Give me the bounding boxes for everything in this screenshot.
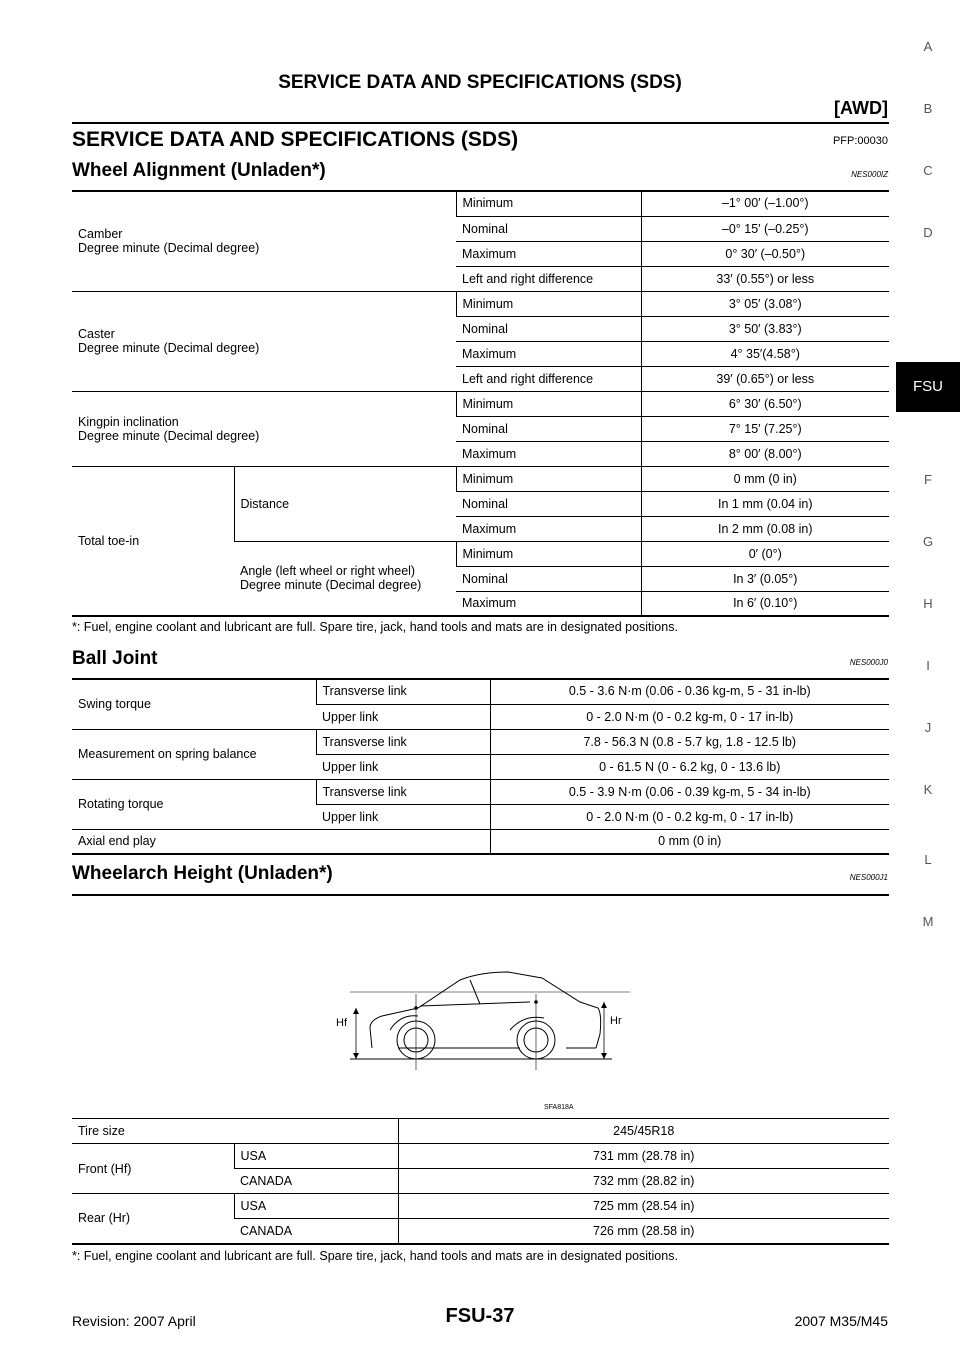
toe-angle-min-value: 0′ (0°) [641,541,889,566]
rear-canada-label: CANADA [234,1219,398,1244]
toe-label: Total toe-in [72,466,234,616]
toe-angle-nom-label: Nominal [456,566,641,591]
caster-label: Caster [78,327,115,341]
ball-joint-title: Ball Joint [72,648,158,669]
index-letter-k[interactable]: K [923,782,933,797]
footer-model: 2007 M35/M45 [794,1313,888,1329]
camber-diff-value: 33′ (0.55°) or less [641,266,889,291]
wheel-alignment-note: *: Fuel, engine coolant and lubricant are full. Spare tire, jack, hand tools and mats are in designated positions. [72,620,678,634]
table-row [72,191,889,216]
wheel-alignment-title: Wheel Alignment (Unladen*) [72,160,326,181]
page-header-title: SERVICE DATA AND SPECIFICATIONS (SDS) [278,72,682,93]
index-letter-i[interactable]: I [926,658,930,673]
index-letter-m[interactable]: M [922,914,934,929]
kingpin-max-value: 8° 00′ (8.00°) [641,441,889,466]
front-usa-value: 731 mm (28.78 in) [398,1144,889,1169]
swing-torque-label: Swing torque [72,679,316,729]
kingpin-min-value: 6° 30′ (6.50°) [641,391,889,416]
front-canada-label: CANADA [234,1169,398,1194]
table-row [72,291,889,316]
tire-size-label: Tire size [72,1119,398,1144]
caster-sublabel: Degree minute (Decimal degree) [78,341,260,355]
index-letter-h[interactable]: H [923,596,933,611]
table-row [72,1119,889,1144]
header-divider [72,122,889,124]
rotating-transverse-label: Transverse link [316,779,490,804]
swing-transverse-label: Transverse link [316,679,490,704]
toe-distance-max-value: In 2 mm (0.08 in) [641,516,889,541]
table-row [72,1144,889,1169]
toe-angle-label-cell [234,541,456,616]
toe-angle-nom-value: In 3′ (0.05°) [641,566,889,591]
toe-distance-min-value: 0 mm (0 in) [641,466,889,491]
toe-angle-label: Angle (left wheel or right wheel) [240,564,416,579]
spring-transverse-label: Transverse link [316,729,490,754]
index-letter-a[interactable]: A [923,39,933,54]
camber-nom-value: –0° 15′ (–0.25°) [641,216,889,241]
car-side-illustration [330,958,630,1078]
rear-label: Rear (Hr) [72,1194,234,1244]
wheel-alignment-code: NES000IZ [851,170,888,179]
rotating-transverse-value: 0.5 - 3.9 N·m (0.06 - 0.39 kg-m, 5 - 34 in-lb) [490,779,889,804]
caster-nom-label: Nominal [456,316,641,341]
camber-label-cell [72,191,456,291]
wheelarch-note: *: Fuel, engine coolant and lubricant are full. Spare tire, jack, hand tools and mats are in designated positions. [72,1249,678,1263]
table-row [72,829,889,854]
toe-angle-max-value: In 6′ (0.10°) [641,591,889,616]
front-usa-label: USA [234,1144,398,1169]
kingpin-nom-value: 7° 15′ (7.25°) [641,416,889,441]
camber-max-label: Maximum [456,241,641,266]
index-letter-l[interactable]: L [924,852,932,867]
kingpin-label-cell [72,391,456,466]
camber-diff-label: Left and right difference [456,266,641,291]
toe-angle-sublabel: Degree minute (Decimal degree) [240,578,422,593]
wheelarch-rule [72,894,889,896]
caster-diff-value: 39′ (0.65°) or less [641,366,889,391]
footer-revision: Revision: 2007 April [72,1313,196,1329]
spring-upper-value: 0 - 61.5 N (0 - 6.2 kg, 0 - 13.6 lb) [490,754,889,779]
spring-balance-label: Measurement on spring balance [72,729,316,779]
table-row [72,779,889,804]
kingpin-sublabel: Degree minute (Decimal degree) [78,428,260,443]
caster-min-value: 3° 05′ (3.08°) [641,291,889,316]
front-canada-value: 732 mm (28.82 in) [398,1169,889,1194]
rotating-upper-label: Upper link [316,804,490,829]
index-letter-c[interactable]: C [923,163,933,178]
toe-angle-max-label: Maximum [456,591,641,616]
rotating-upper-value: 0 - 2.0 N·m (0 - 0.2 kg-m, 0 - 17 in-lb) [490,804,889,829]
rotating-torque-label: Rotating torque [72,779,316,829]
table-row [72,679,889,704]
table-row [72,391,889,416]
hf-label: Hf [336,1017,347,1029]
camber-max-value: 0° 30′ (–0.50°) [641,241,889,266]
camber-label: Camber [78,226,123,241]
index-letter-g[interactable]: G [922,534,934,549]
wheel-alignment-table [72,191,889,617]
rear-canada-value: 726 mm (28.58 in) [398,1219,889,1244]
caster-nom-value: 3° 50′ (3.83°) [641,316,889,341]
camber-sublabel: Degree minute (Decimal degree) [78,240,260,255]
toe-distance-max-label: Maximum [456,516,641,541]
spring-upper-label: Upper link [316,754,490,779]
axial-end-play-label: Axial end play [72,829,490,854]
caster-diff-label: Left and right difference [456,366,641,391]
ball-joint-table [72,679,889,855]
kingpin-label: Kingpin inclination [78,414,179,429]
index-letter-f[interactable]: F [924,472,932,487]
spring-transverse-value: 7.8 - 56.3 N (0.8 - 5.7 kg, 1.8 - 12.5 lb) [490,729,889,754]
front-label: Front (Hf) [72,1144,234,1194]
caster-max-label: Maximum [456,341,641,366]
wheelarch-title: Wheelarch Height (Unladen*) [72,863,333,884]
main-title: SERVICE DATA AND SPECIFICATIONS (SDS) [72,128,519,151]
camber-min-label: Minimum [456,191,641,216]
table-row [72,729,889,754]
toe-distance-nom-value: In 1 mm (0.04 in) [641,491,889,516]
index-letter-fsu[interactable]: FSU [896,362,960,412]
toe-distance-label: Distance [234,466,456,541]
kingpin-min-label: Minimum [456,391,641,416]
axial-end-play-value: 0 mm (0 in) [490,829,889,854]
tire-size-value: 245/45R18 [398,1119,889,1144]
caster-label-cell [72,291,456,391]
table-row [72,466,889,491]
swing-upper-value: 0 - 2.0 N·m (0 - 0.2 kg-m, 0 - 17 in-lb) [490,704,889,729]
swing-transverse-value: 0.5 - 3.6 N·m (0.06 - 0.36 kg-m, 5 - 31 in-lb) [490,679,889,704]
camber-nom-label: Nominal [456,216,641,241]
footer-page-number: FSU-37 [445,1305,515,1327]
toe-distance-nom-label: Nominal [456,491,641,516]
wheelarch-table [72,1118,889,1245]
kingpin-nom-label: Nominal [456,416,641,441]
hr-label: Hr [610,1015,622,1027]
rear-usa-label: USA [234,1194,398,1219]
toe-distance-min-label: Minimum [456,466,641,491]
figure-id: SFA818A [544,1104,574,1111]
kingpin-max-label: Maximum [456,441,641,466]
wheelarch-code: NES000J1 [849,873,888,882]
page-header-subtitle: [AWD] [834,98,888,118]
ball-joint-code: NES000J0 [849,658,888,667]
rear-usa-value: 725 mm (28.54 in) [398,1194,889,1219]
index-letter-j[interactable]: J [924,720,932,735]
caster-min-label: Minimum [456,291,641,316]
table-row [72,1194,889,1219]
camber-min-value: –1° 00′ (–1.00°) [641,191,889,216]
index-letter-b[interactable]: B [923,101,933,116]
caster-max-value: 4° 35′(4.58°) [641,341,889,366]
swing-upper-label: Upper link [316,704,490,729]
index-letter-d[interactable]: D [923,225,933,240]
main-code: PFP:00030 [832,135,888,147]
toe-angle-min-label: Minimum [456,541,641,566]
